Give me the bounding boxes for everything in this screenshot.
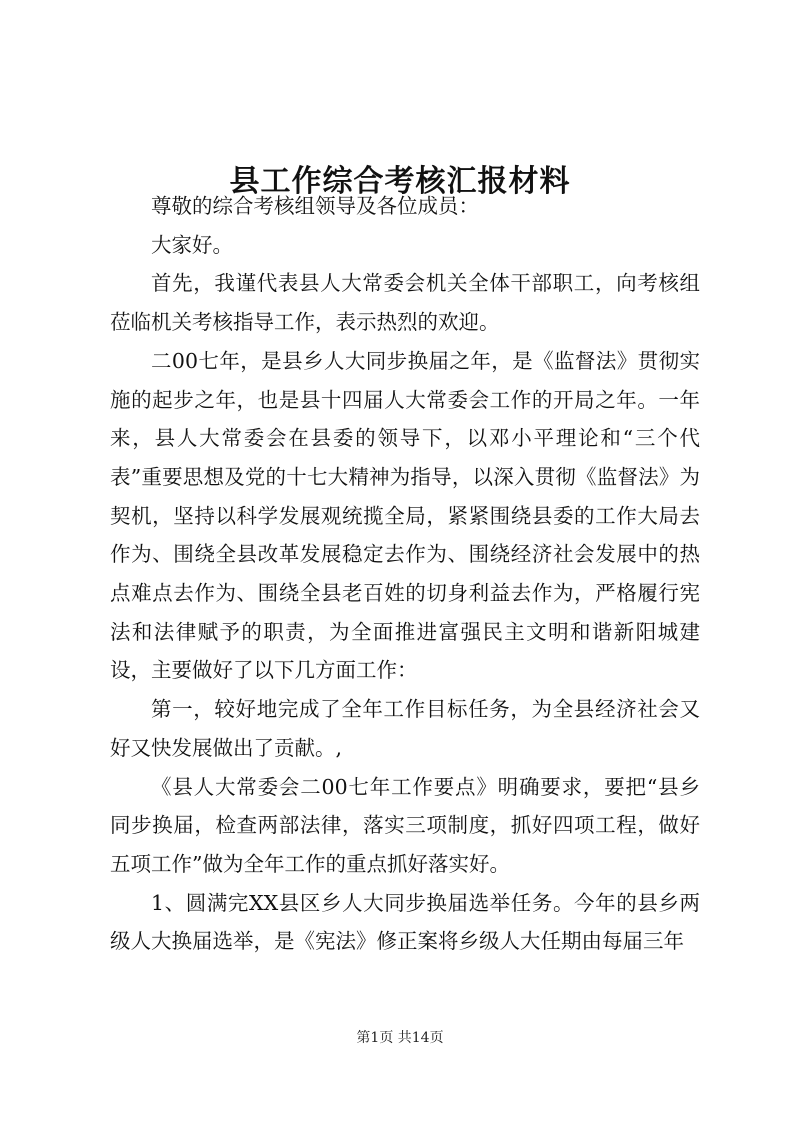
greeting: 大家好。: [151, 232, 233, 257]
document-title: 县工作综合考核汇报材料: [229, 164, 571, 200]
body-paragraph: 第一，较好地完成了全年工作目标任务，为全县经济社会又好又快发展做出了贡献。,: [110, 697, 700, 760]
body-paragraph: 1、圆满完XX县区乡人大同步换届选举任务。今年的县乡两级人大换届选举，是《宪法》修正案将乡级人大任期由每届三年: [110, 890, 700, 954]
document-body: [110, 187, 700, 961]
page-footer: 第1页 共14页: [356, 1030, 444, 1046]
body-paragraph: 二00七年，是县乡人大同步换届之年，是《监督法》贯彻实施的起步之年，也是县十四届人大常委会工作的开局之年。一年来，县人大常委会在县委的领导下，以邓小平理论和“三个代表”重要思想及党的十七大精神为指导，以深入贯彻《监督法》为契机，坚持以科学发展观统揽全局，紧紧围绕县委的工作大局去作为、围绕全县改革发展稳定去作为、围绕经济社会发展中的热点难点去作为、围绕全县老百姓的切身利益去作为，严格履行宪法和法律赋予的职责，为全面推进富强民主文明和谐新阳城建设，主要做好了以下几方面工作：: [110, 348, 700, 683]
salutation: 尊敬的综合考核组领导及各位成员：: [151, 194, 479, 218]
body-paragraph: 首先，我谨代表县人大常委会机关全体干部职工，向考核组莅临机关考核指导工作，表示热烈的欢迎。: [110, 271, 700, 335]
body-paragraph: 《县人大常委会二00七年工作要点》明确要求，要把“县乡同步换届，检查两部法律，落实三项制度，抓好四项工程，做好五项工作”做为全年工作的重点抓好落实好。: [110, 774, 700, 876]
